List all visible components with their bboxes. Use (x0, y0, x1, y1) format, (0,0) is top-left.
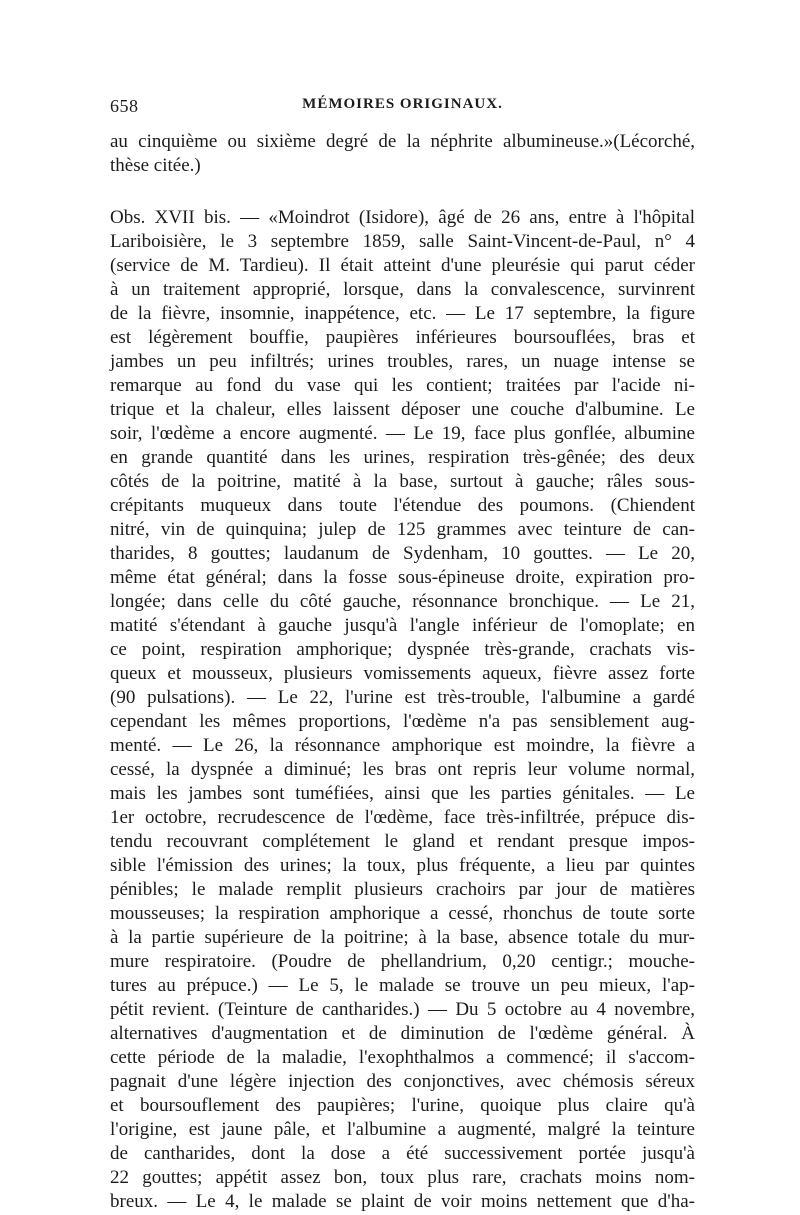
text-line: menté. — Le 26, la résonnance amphorique est moindre, la fièvre a (110, 735, 695, 756)
intro-paragraph (110, 130, 695, 178)
text-line: (90 pulsations). — Le 22, l'urine est très-trouble, l'albumine a gardé (110, 687, 695, 708)
text-line: queux et mousseux, plusieurs vomissements aqueux, fièvre assez forte (110, 663, 695, 684)
text-line: cependant les mêmes proportions, l'œdème n'a pas sensiblement aug- (110, 711, 695, 732)
text-line: Obs. XVII bis. — «Moindrot (Isidore), âgé de 26 ans, entre à l'hôpital (110, 207, 695, 228)
text-line: mais les jambes sont tuméfiées, ainsi que les parties génitales. — Le (110, 783, 695, 804)
text-line: 22 gouttes; appétit assez bon, toux plus rare, crachats moins nom- (110, 1167, 695, 1188)
text-line: de la fièvre, insomnie, inappétence, etc. — Le 17 septembre, la figure (110, 303, 695, 324)
text-line: en grande quantité dans les urines, respiration très-gênée; des deux (110, 447, 695, 468)
text-line: côtés de la poitrine, matité à la base, surtout à gauche; râles sous- (110, 471, 695, 492)
text-line: pagnait d'une légère injection des conjonctives, avec chémosis séreux (110, 1071, 695, 1092)
page-header (110, 96, 695, 122)
text-line: longée; dans celle du côté gauche, résonnance bronchique. — Le 21, (110, 591, 695, 612)
text-line: à la partie supérieure de la poitrine; à la base, absence totale du mur- (110, 927, 695, 948)
running-title: MÉMOIRES ORIGINAUX. (302, 96, 503, 112)
text-line: est légèrement bouffie, paupières inférieures boursouflées, bras et (110, 327, 695, 348)
text-line: de cantharides, dont la dose a été successivement portée jusqu'à (110, 1143, 695, 1164)
text-line: mure respiratoire. (Poudre de phellandrium, 0,20 centigr.; mouche- (110, 951, 695, 972)
text-line: thèse citée.) (110, 155, 201, 176)
text-line: sible l'émission des urines; la toux, plus fréquente, a lieu par quintes (110, 855, 695, 876)
text-line: au cinquième ou sixième degré de la néphrite albumineuse.»(Lécorché, (110, 131, 695, 152)
text-line: cette période de la maladie, l'exophthalmos a commencé; il s'accom- (110, 1047, 695, 1068)
text-line: même état général; dans la fosse sous-épineuse droite, expiration pro- (110, 567, 695, 588)
text-line: soir, l'œdème a encore augmenté. — Le 19, face plus gonflée, albumine (110, 423, 695, 444)
text-line: ce point, respiration amphorique; dyspnée très-grande, crachats vis- (110, 639, 695, 660)
text-line: tures au prépuce.) — Le 5, le malade se trouve un peu mieux, l'ap- (110, 975, 695, 996)
text-line: 1er octobre, recrudescence de l'œdème, face très-infiltrée, prépuce dis- (110, 807, 695, 828)
text-line: pétit revient. (Teinture de cantharides.) — Du 5 octobre au 4 novembre, (110, 999, 695, 1020)
text-line: nitré, vin de quinquina; julep de 125 grammes avec teinture de can- (110, 519, 695, 540)
text-line: et boursouflement des paupières; l'urine, quoique plus claire qu'à (110, 1095, 695, 1116)
text-line: crépitants muqueux dans toute l'étendue des poumons. (Chiendent (110, 495, 695, 516)
text-line: breux. — Le 4, le malade se plaint de voir moins nettement que d'ha- (110, 1191, 695, 1212)
text-line: alternatives d'augmentation et de diminution de l'œdème général. À (110, 1023, 695, 1044)
text-line: (service de M. Tardieu). Il était atteint d'une pleurésie qui parut céder (110, 255, 695, 276)
text-line: mousseuses; la respiration amphorique a cessé, rhonchus de toute sorte (110, 903, 695, 924)
text-line: Lariboisière, le 3 septembre 1859, salle Saint-Vincent-de-Paul, n° 4 (110, 231, 695, 252)
page-number: 658 (110, 96, 139, 116)
text-line: remarque au fond du vase qui les contient; traitées par l'acide ni- (110, 375, 695, 396)
text-line: tendu recouvrant complétement le gland et rendant presque impos- (110, 831, 695, 852)
observation-paragraph (110, 206, 695, 1212)
text-line: pénibles; le malade remplit plusieurs crachoirs par jour de matières (110, 879, 695, 900)
text-line: l'origine, est jaune pâle, et l'albumine a augmenté, malgré la teinture (110, 1119, 695, 1140)
text-line: matité s'étendant à gauche jusqu'à l'angle inférieur de l'omoplate; en (110, 615, 695, 636)
text-line: trique et la chaleur, elles laissent déposer une couche d'albumine. Le (110, 399, 695, 420)
text-line: tharides, 8 gouttes; laudanum de Sydenham, 10 gouttes. — Le 20, (110, 543, 695, 564)
text-line: jambes un peu infiltrés; urines troubles, rares, un nuage intense se (110, 351, 695, 372)
text-line: cessé, la dyspnée a diminué; les bras ont repris leur volume normal, (110, 759, 695, 780)
text-line: à un traitement approprié, lorsque, dans la convalescence, survinrent (110, 279, 695, 300)
